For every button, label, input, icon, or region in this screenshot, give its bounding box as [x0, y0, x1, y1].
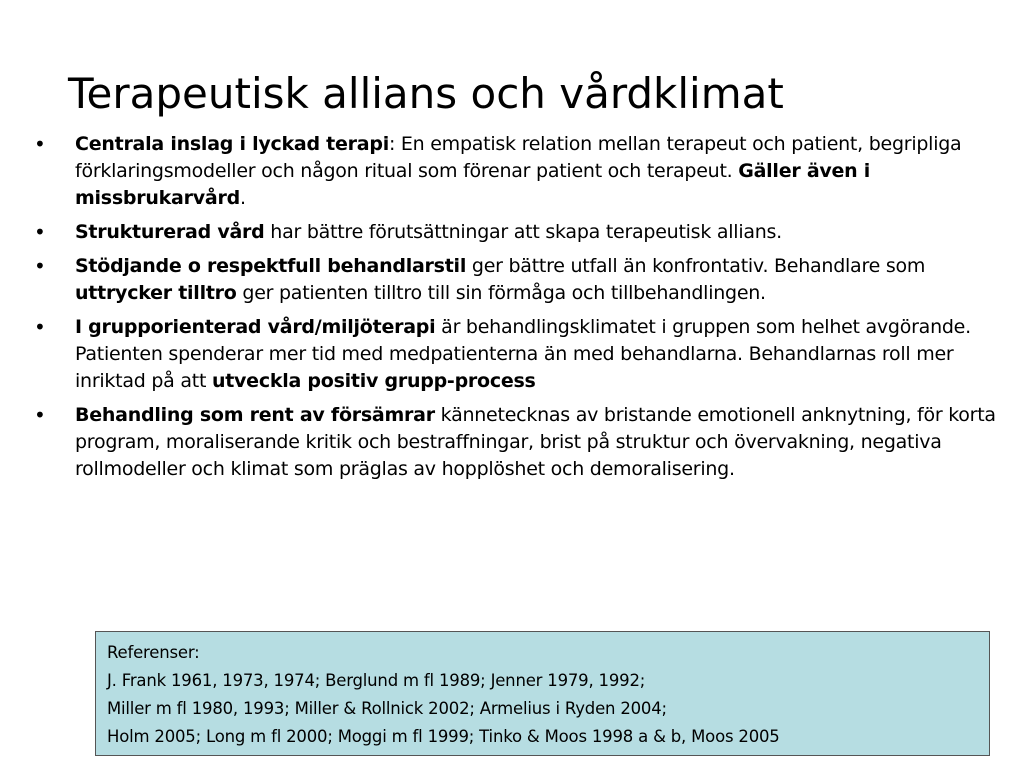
bullet-emphasis: Stödjande o respektfull behandlarstil	[75, 255, 467, 277]
bullet-dot-icon: •	[34, 254, 46, 278]
bullet-emphasis: Behandling som rent av försämrar	[75, 404, 435, 426]
bullet-segment: är behandlingsklimatet i gruppen som helhet avgörande. Patienten spenderar mer tid med medpatienterna än med behandlarna. Behandlarnas roll mer inriktad på att	[75, 316, 971, 392]
bullet-segment: ger bättre utfall än konfrontativ. Behandlare som	[466, 255, 926, 277]
reference-line: Holm 2005; Long m fl 2000; Moggi m fl 1999; Tinko & Moos 1998 a & b, Moos 2005	[107, 727, 780, 746]
bullet-emphasis: Strukturerad vård	[75, 221, 265, 243]
reference-line: Miller m fl 1980, 1993; Miller & Rollnick 2002; Armelius i Ryden 2004;	[107, 699, 667, 718]
references-box	[95, 631, 990, 756]
bullet-item	[30, 253, 1000, 307]
bullet-emphasis: Centrala inslag i lyckad terapi	[75, 133, 389, 155]
bullet-emphasis: Gäller även i missbrukarvård	[75, 160, 871, 209]
bullet-text	[75, 402, 1000, 483]
bullet-text	[75, 314, 1000, 395]
bullet-emphasis: I grupporienterad vård/miljöterapi	[75, 316, 436, 338]
bullet-dot-icon: •	[34, 220, 46, 244]
bullet-segment: har bättre förutsättningar att skapa terapeutisk allians.	[264, 221, 782, 243]
bullet-item	[30, 314, 1000, 395]
slide-title: Terapeutisk allians och vårdklimat	[68, 69, 784, 118]
reference-line: J. Frank 1961, 1973, 1974; Berglund m fl 1989; Jenner 1979, 1992;	[107, 671, 646, 690]
bullet-item	[30, 131, 1000, 212]
bullet-dot-icon: •	[34, 403, 46, 427]
bullet-dot-icon: •	[34, 132, 46, 156]
bullet-text	[75, 131, 1000, 212]
bullet-segment: .	[239, 187, 246, 209]
bullet-emphasis: utveckla positiv grupp-process	[211, 370, 536, 392]
references-heading: Referenser:	[107, 643, 200, 662]
bullet-segment: : En empatisk relation mellan terapeut och patient, begripliga förklaringsmodeller och någon ritual som förenar patient och terapeut.	[75, 133, 962, 182]
bullet-dot-icon: •	[34, 315, 46, 339]
bullet-segment: kännetecknas av bristande emotionell anknytning, för korta program, moraliserande kritik och bestraffningar, brist på struktur och övervakning, negativa rollmodeller och klimat som präglas av hopplöshet och demoralisering.	[75, 404, 996, 480]
bullet-list	[30, 131, 1000, 490]
bullet-text	[75, 253, 1000, 307]
bullet-item	[30, 402, 1000, 483]
bullet-text	[75, 219, 1000, 246]
bullet-segment: ger patienten tilltro till sin förmåga och tillbehandlingen.	[236, 282, 766, 304]
bullet-item	[30, 219, 1000, 246]
bullet-emphasis: uttrycker tilltro	[75, 282, 237, 304]
